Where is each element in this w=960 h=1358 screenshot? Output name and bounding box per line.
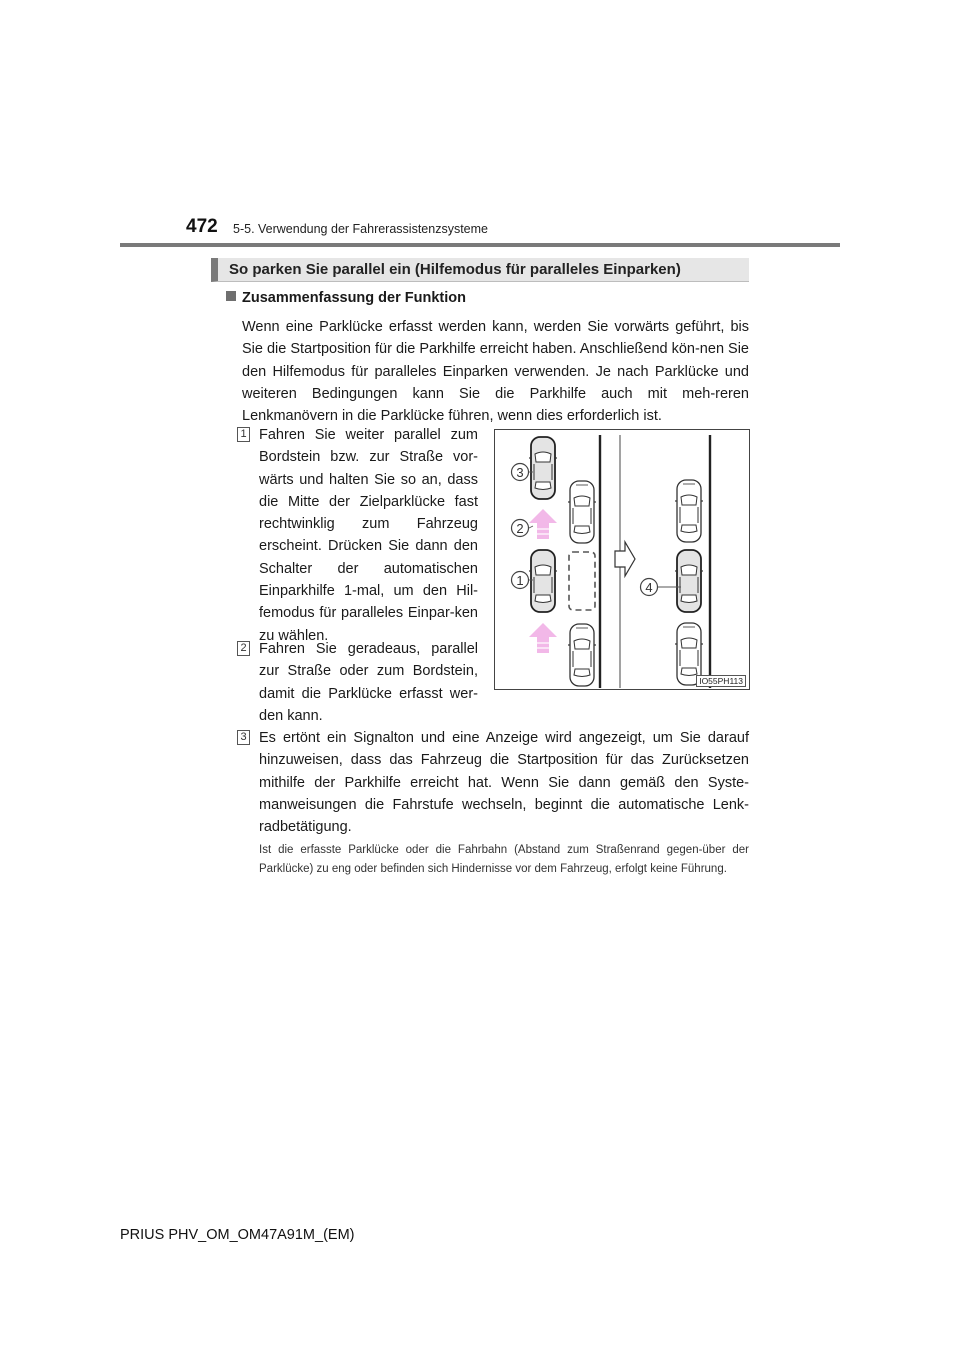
section-title: So parken Sie parallel ein (Hilfemodus für paralleles Einparken) [229, 261, 681, 278]
page-number: 472 [186, 216, 218, 237]
subheading [226, 290, 466, 306]
ego-vehicle-position-1 [529, 550, 557, 612]
subheading-text: Zusammenfassung der Funktion [242, 290, 466, 306]
parking-diagram-svg [495, 430, 751, 691]
note-text: Ist die erfasste Parklücke oder die Fahrbahn (Abstand zum Straßenrand gegen-über der Parklücke) zu eng oder befinden sich Hindernisse vor dem Fahrzeug, erfolgt keine Führung. [259, 844, 749, 875]
callout-2-label: 2 [516, 521, 524, 536]
transition-arrow-icon [615, 542, 635, 576]
chapter-title: 5-5. Verwendung der Fahrerassistenzsysteme [233, 222, 488, 236]
step-number-2: 2 [237, 641, 250, 656]
parked-car [568, 481, 596, 543]
step-number-3: 3 [237, 730, 250, 745]
section-heading-bar [211, 258, 749, 282]
step-number-1: 1 [237, 427, 250, 442]
parked-car [675, 480, 703, 542]
header-rule [120, 243, 840, 247]
step-text-1: Fahren Sie weiter parallel zum Bordstein bzw. zur Straße vor-wärts und halten Sie so an, dass die Mitte der Zielparklücke fast rechtwinklig zum Fahrzeug erscheint. Drücken Sie dann den Schalter der automatischen Einparkhilfe 1-mal, um den Hil-femodus für paralleles Einpar-ken zu wählen. [259, 427, 478, 644]
ego-vehicle-parked [675, 550, 703, 612]
forward-arrow-icon [529, 509, 557, 539]
ego-vehicle-position-3 [529, 437, 557, 499]
parking-illustration [494, 429, 750, 690]
square-bullet-icon [226, 291, 236, 301]
step-text-3: Es ertönt ein Signalton und eine Anzeige wird angezeigt, um Sie darauf hinzuweisen, dass das Fahrzeug die Startposition für das Zurücksetzen mithilfe der Parkhilfe erreicht hat. Wenn Sie dann gemäß den Syste-manweisungen die Fahrstufe wechseln, beginnt die automatische Lenk-radbetätigung. [259, 730, 749, 836]
target-parking-space [569, 552, 595, 610]
footer-doc-id: PRIUS PHV_OM_OM47A91M_(EM) [120, 1227, 355, 1243]
intro-paragraph: Wenn eine Parklücke erfasst werden kann, werden Sie vorwärts geführt, bis Sie die Startposition für die Parkhilfe erreicht haben. Anschließend kön-nen Sie den Hilfemodus für paralleles Einparken verwenden. Je nach Parklücke und weiteren Bedingungen kann Sie die Parkhilfe auch mit meh-reren Lenkmanövern in die Parklücke führen, wenn dies erforderlich ist. [242, 319, 749, 425]
parked-car [568, 624, 596, 686]
callout-3-label: 3 [516, 465, 524, 480]
callout-4-label: 4 [645, 580, 653, 595]
callout-1-label: 1 [516, 573, 524, 588]
forward-arrow-icon [529, 623, 557, 653]
figure-code: IO55PH113 [696, 675, 746, 687]
step-text-2: Fahren Sie geradeaus, parallel zur Straße oder zum Bordstein, damit die Parklücke erfasst wer-den kann. [259, 641, 478, 724]
